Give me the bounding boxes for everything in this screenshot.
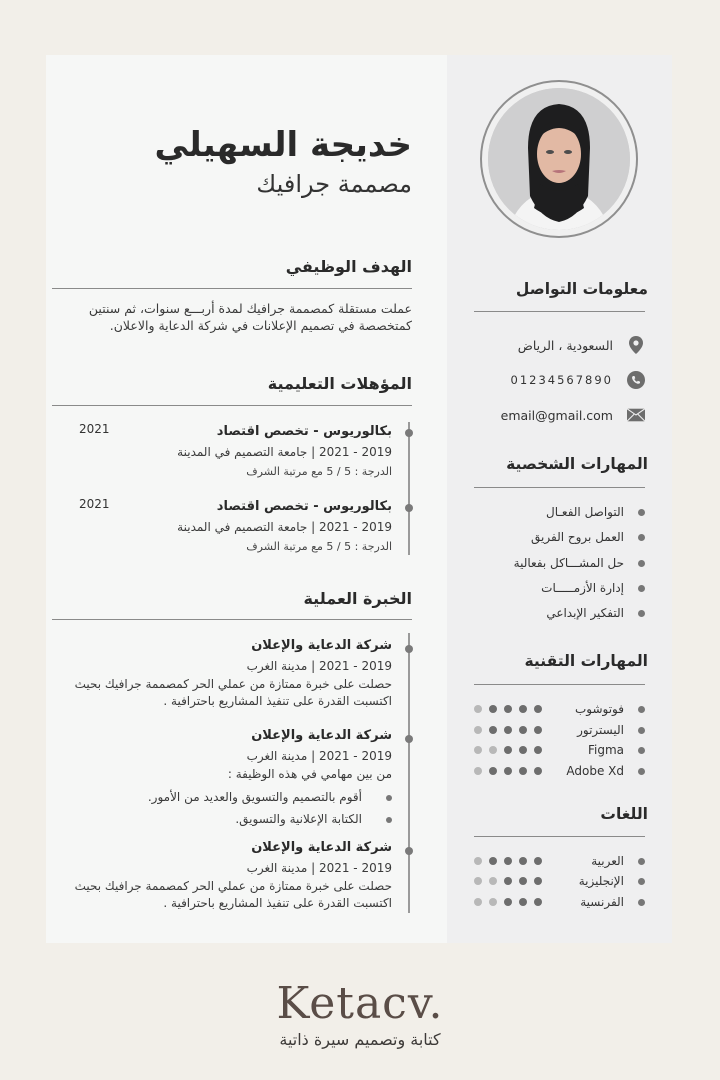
personal-skill: التواصل الفعـال xyxy=(467,502,645,522)
profile-photo-frame xyxy=(480,80,638,238)
education-entry xyxy=(52,422,392,482)
rating-dot-icon xyxy=(504,877,512,885)
person-portrait-icon xyxy=(488,88,630,230)
rating-dot-icon xyxy=(489,705,497,713)
rating-dot-icon xyxy=(489,767,497,775)
period: 2019 - 2021 | مدينة الغرب xyxy=(246,749,392,763)
bullet-icon xyxy=(638,706,645,713)
bullet-icon xyxy=(638,878,645,885)
timeline-dot xyxy=(405,645,413,653)
personal-skill: حل المشـــاكل بفعالية xyxy=(467,553,645,573)
rating-dot-icon xyxy=(504,857,512,865)
envelope-icon xyxy=(627,406,645,424)
rating-dot-icon xyxy=(504,767,512,775)
bullet-icon xyxy=(638,610,645,617)
contact-heading: معلومات التواصل xyxy=(515,280,648,298)
rating-dot-icon xyxy=(534,746,542,754)
education-timeline xyxy=(408,422,410,555)
rating-dot-icon xyxy=(504,898,512,906)
technical-skill: Adobe Xd xyxy=(467,761,645,781)
language-rating xyxy=(474,898,542,906)
education-entry xyxy=(52,497,392,557)
language-rating xyxy=(474,857,542,865)
skill-rating xyxy=(474,767,542,775)
rating-dot-icon xyxy=(534,857,542,865)
experience-entry xyxy=(52,838,392,912)
candidate-name: خديجة السهيلي xyxy=(154,125,412,165)
bullet-icon xyxy=(638,560,645,567)
company: شركة الدعاية والإعلان xyxy=(251,728,392,743)
language-rating xyxy=(474,877,542,885)
task-item: الكتابة الإعلانية والتسويق. xyxy=(52,808,392,830)
rating-dot-icon xyxy=(504,746,512,754)
company: شركة الدعاية والإعلان xyxy=(251,638,392,653)
rating-dot-icon xyxy=(519,726,527,734)
description: حصلت على خبرة ممتازة من عملي الحر كمصممة جرافيك بحيث اكتسبت القدرة على تنفيذ المشاريع باحترافية . xyxy=(74,879,392,910)
degree: بكالوريوس - تخصص اقتصاد xyxy=(216,499,392,514)
objective-divider xyxy=(52,288,412,289)
period: 2019 - 2021 | جامعة التصميم في المدينة xyxy=(177,520,392,534)
objective-heading: الهدف الوظيفي xyxy=(285,257,412,276)
degree: بكالوريوس - تخصص اقتصاد xyxy=(216,424,392,439)
bullet-icon xyxy=(638,727,645,734)
rating-dot-icon xyxy=(474,726,482,734)
phone-icon xyxy=(627,371,645,389)
map-pin-icon xyxy=(627,336,645,354)
timeline-dot xyxy=(405,847,413,855)
timeline-dot xyxy=(405,429,413,437)
education-heading: المؤهلات التعليمية xyxy=(267,374,412,393)
rating-dot-icon xyxy=(489,857,497,865)
bullet-icon xyxy=(386,795,392,801)
rating-dot-icon xyxy=(519,857,527,865)
skill-rating xyxy=(474,705,542,713)
rating-dot-icon xyxy=(474,898,482,906)
contact-phone[interactable]: 01234567890 xyxy=(467,370,645,390)
bullet-icon xyxy=(638,747,645,754)
bullet-icon xyxy=(638,585,645,592)
rating-dot-icon xyxy=(504,726,512,734)
bullet-icon xyxy=(638,509,645,516)
rating-dot-icon xyxy=(474,767,482,775)
rating-dot-icon xyxy=(534,767,542,775)
rating-dot-icon xyxy=(504,705,512,713)
rating-dot-icon xyxy=(534,898,542,906)
rating-dot-icon xyxy=(519,705,527,713)
language: العربية xyxy=(467,851,645,871)
description: من بين مهامي في هذه الوظيفة : xyxy=(227,767,392,781)
rating-dot-icon xyxy=(534,705,542,713)
rating-dot-icon xyxy=(489,898,497,906)
personal-skill: التفكير الإبداعي xyxy=(467,603,645,623)
rating-dot-icon xyxy=(519,877,527,885)
side-column xyxy=(447,55,672,943)
rating-dot-icon xyxy=(489,746,497,754)
rating-dot-icon xyxy=(489,726,497,734)
description: حصلت على خبرة ممتازة من عملي الحر كمصممة جرافيك بحيث اكتسبت القدرة على تنفيذ المشاريع باحترافية . xyxy=(74,677,392,708)
resume-page xyxy=(46,55,672,943)
rating-dot-icon xyxy=(519,898,527,906)
bullet-icon xyxy=(638,899,645,906)
experience-entry xyxy=(52,636,392,710)
period: 2019 - 2021 | مدينة الغرب xyxy=(246,659,392,673)
rating-dot-icon xyxy=(534,726,542,734)
year: 2021 xyxy=(79,422,110,436)
personal-skill: إدارة الأزمـــــات xyxy=(467,578,645,598)
main-column xyxy=(46,55,447,943)
rating-dot-icon xyxy=(474,857,482,865)
bullet-icon xyxy=(638,534,645,541)
languages-heading: اللغات xyxy=(600,805,648,823)
technical-skills-heading: المهارات التقنية xyxy=(524,652,648,670)
rating-dot-icon xyxy=(489,877,497,885)
experience-divider xyxy=(52,619,412,620)
grade: الدرجة : 5 / 5 مع مرتبة الشرف xyxy=(246,540,392,553)
experience-entry xyxy=(52,726,392,830)
personal-skill: العمل بروح الفريق xyxy=(467,527,645,547)
period: 2019 - 2021 | مدينة الغرب xyxy=(246,861,392,875)
bullet-icon xyxy=(638,858,645,865)
task-list xyxy=(52,786,392,830)
technical-skill: اليسترتور xyxy=(467,720,645,740)
experience-timeline xyxy=(408,633,410,913)
timeline-dot xyxy=(405,735,413,743)
company: شركة الدعاية والإعلان xyxy=(251,840,392,855)
grade: الدرجة : 5 / 5 مع مرتبة الشرف xyxy=(246,465,392,478)
contact-email[interactable]: email@gmail.com xyxy=(467,405,645,425)
brand-logo: Ketacv. xyxy=(276,978,444,1029)
objective-text: عملت مستقلة كمصممة جرافيك لمدة أربـــع سنوات، ثم سنتين كمتخصصة في تصميم الإعلانات في شركة الدعاية والاعلان. xyxy=(88,301,412,333)
experience-heading: الخبرة العملية xyxy=(303,589,412,608)
technical-skill: فوتوشوب xyxy=(467,699,645,719)
education-divider xyxy=(52,405,412,406)
personal-skills-heading: المهارات الشخصية xyxy=(506,455,648,473)
contact-divider xyxy=(474,311,645,312)
job-title: مصممة جرافيك xyxy=(256,170,412,198)
rating-dot-icon xyxy=(519,746,527,754)
contact-location: السعودية ، الرياض xyxy=(467,335,645,355)
rating-dot-icon xyxy=(474,705,482,713)
task-item: أقوم بالتصميم والتسويق والعديد من الأمور. xyxy=(52,786,392,808)
brand-tagline: كتابة وتصميم سيرة ذاتية xyxy=(279,1030,441,1049)
skill-rating xyxy=(474,726,542,734)
profile-photo xyxy=(488,88,630,230)
language: الفرنسية xyxy=(467,892,645,912)
bullet-icon xyxy=(638,768,645,775)
languages-divider xyxy=(474,836,645,837)
period: 2019 - 2021 | جامعة التصميم في المدينة xyxy=(177,445,392,459)
technical-skills-divider xyxy=(474,684,645,685)
technical-skill: Figma xyxy=(467,740,645,760)
personal-skills-divider xyxy=(474,487,645,488)
year: 2021 xyxy=(79,497,110,511)
language: الإنجليزية xyxy=(467,871,645,891)
rating-dot-icon xyxy=(534,877,542,885)
skill-rating xyxy=(474,746,542,754)
timeline-dot xyxy=(405,504,413,512)
rating-dot-icon xyxy=(519,767,527,775)
bullet-icon xyxy=(386,817,392,823)
rating-dot-icon xyxy=(474,746,482,754)
rating-dot-icon xyxy=(474,877,482,885)
